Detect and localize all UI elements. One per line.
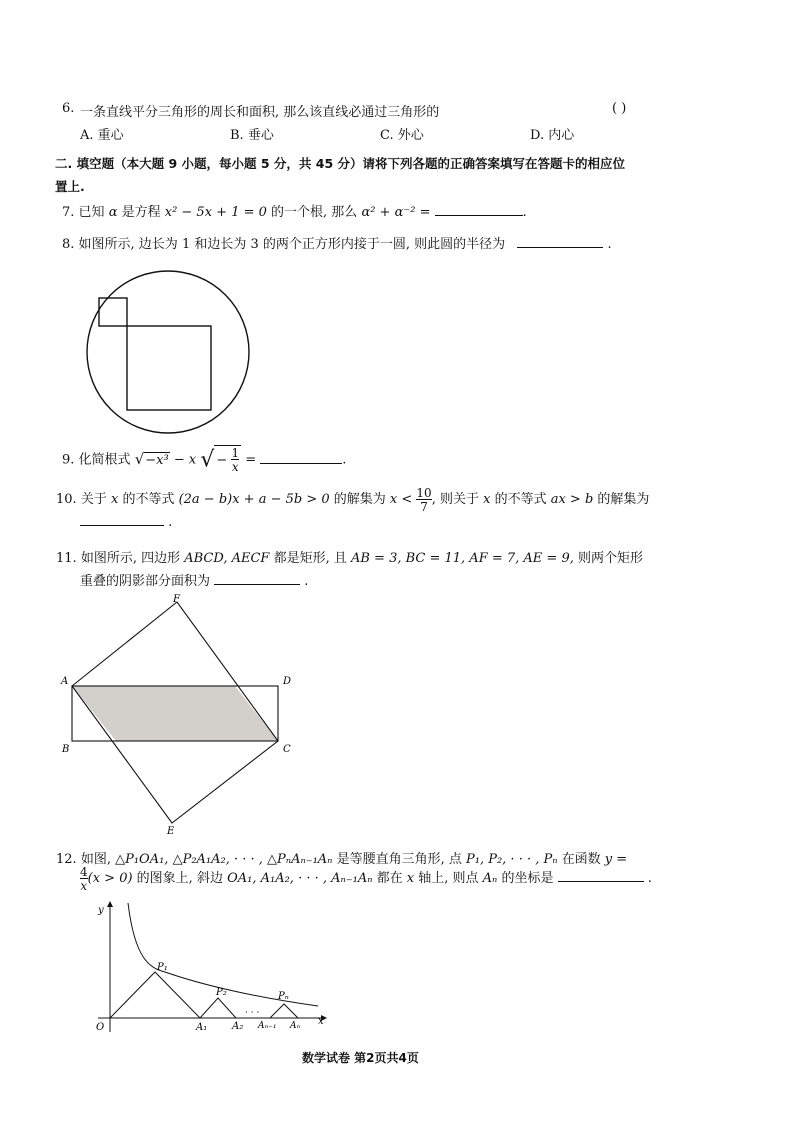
q6-option-c: C. 外心 bbox=[380, 128, 424, 143]
label-o: O bbox=[96, 1022, 105, 1033]
label-f: F bbox=[173, 594, 180, 605]
q6-answer-paren: ( ) bbox=[612, 101, 627, 116]
label-a1: A₁ bbox=[196, 1022, 208, 1033]
label-pn: Pₙ bbox=[278, 991, 289, 1002]
label-y: y bbox=[98, 905, 104, 916]
rectangle-abcd bbox=[72, 686, 278, 741]
label-an: Aₙ bbox=[290, 1021, 301, 1031]
q6-option-d: D. 内心 bbox=[530, 128, 575, 143]
section-heading: 二. 填空题（本大题 9 小题，每小题 5 分，共 45 分）请将下列各题的正确答案填写在答题卡的相应位 bbox=[55, 156, 626, 171]
label-a2: A₂ bbox=[232, 1021, 244, 1032]
label-x: x bbox=[318, 1016, 324, 1027]
label-a: A bbox=[61, 676, 69, 687]
label-p2: P₂ bbox=[216, 987, 227, 998]
page-footer: 数学试卷 第2页共4页 bbox=[302, 1051, 419, 1065]
answer-blank-11 bbox=[214, 584, 300, 585]
question-10: 10. 关于 x 的不等式 (2a − b)x + a − 5b > 0 的解集为 x < $\frac{10}{7}$ , 则关于 x 的不等式 ax > b 的解集为 bbox=[56, 485, 650, 514]
answer-blank-10 bbox=[80, 525, 164, 526]
question-9: 9. 化简根式 √−x³ − x √ − $\frac{1}{x}$ = . bbox=[62, 446, 347, 474]
q6-text: 一条直线平分三角形的周长和面积, 那么该直线必通过三角形的 bbox=[80, 105, 440, 120]
q6-option-a: A. 重心 bbox=[80, 128, 124, 143]
circumscribed-circle bbox=[87, 271, 249, 433]
small-square bbox=[99, 298, 127, 326]
large-square bbox=[127, 326, 211, 410]
question-10-cont: . bbox=[80, 515, 172, 530]
question-11-cont: 重叠的阴影部分面积为 . bbox=[80, 574, 309, 589]
label-d: D bbox=[283, 676, 292, 687]
q6-option-b: B. 垂心 bbox=[230, 128, 274, 143]
overlap-edge bbox=[72, 686, 278, 741]
label-e: E bbox=[167, 826, 175, 837]
answer-blank-9 bbox=[260, 463, 342, 464]
question-8: 8. 如图所示, 边长为 1 和边长为 3 的两个正方形内接于一圆, 则此圆的半径为 . bbox=[62, 237, 612, 252]
question-12-cont: $\frac{4}{x}$ (x > 0) 的图象上, 斜边 OA₁, A₁A₂, · · · , Aₙ₋₁Aₙ 都在 x 轴上, 则点 Aₙ 的坐标是 . bbox=[80, 864, 652, 893]
label-c: C bbox=[283, 744, 291, 755]
triangle-p2 bbox=[200, 998, 236, 1018]
label-dots: · · · bbox=[245, 1008, 260, 1018]
label-b: B bbox=[62, 744, 70, 755]
answer-blank-7 bbox=[435, 215, 523, 216]
triangle-pn bbox=[270, 1004, 298, 1018]
triangle-p1 bbox=[110, 972, 200, 1018]
section-heading-cont: 置上. bbox=[55, 179, 85, 194]
answer-blank-8 bbox=[517, 247, 603, 248]
label-an1: Aₙ₋₁ bbox=[258, 1021, 277, 1031]
question-7: 7. 已知 α 是方程 x² − 5x + 1 = 0 的一个根, 那么 α² + α⁻² = . bbox=[62, 205, 527, 220]
label-p1: P₁ bbox=[157, 962, 168, 973]
answer-blank-12 bbox=[558, 881, 644, 882]
shaded-overlap bbox=[72, 686, 278, 741]
q6-number: 6. bbox=[62, 101, 75, 116]
question-11: 11. 如图所示, 四边形 ABCD, AECF 都是矩形, 且 AB = 3, BC = 11, AF = 7, AE = 9, 则两个矩形 bbox=[56, 551, 643, 566]
rectangle-aecf bbox=[72, 602, 278, 823]
hyperbola-curve bbox=[128, 903, 318, 1006]
question-12: 12. 如图, △P₁OA₁, △P₂A₁A₂, · · · , △PₙAₙ₋₁Aₙ 是等腰直角三角形, 点 P₁, P₂, · · · , Pₙ 在函数 y = bbox=[56, 852, 628, 867]
